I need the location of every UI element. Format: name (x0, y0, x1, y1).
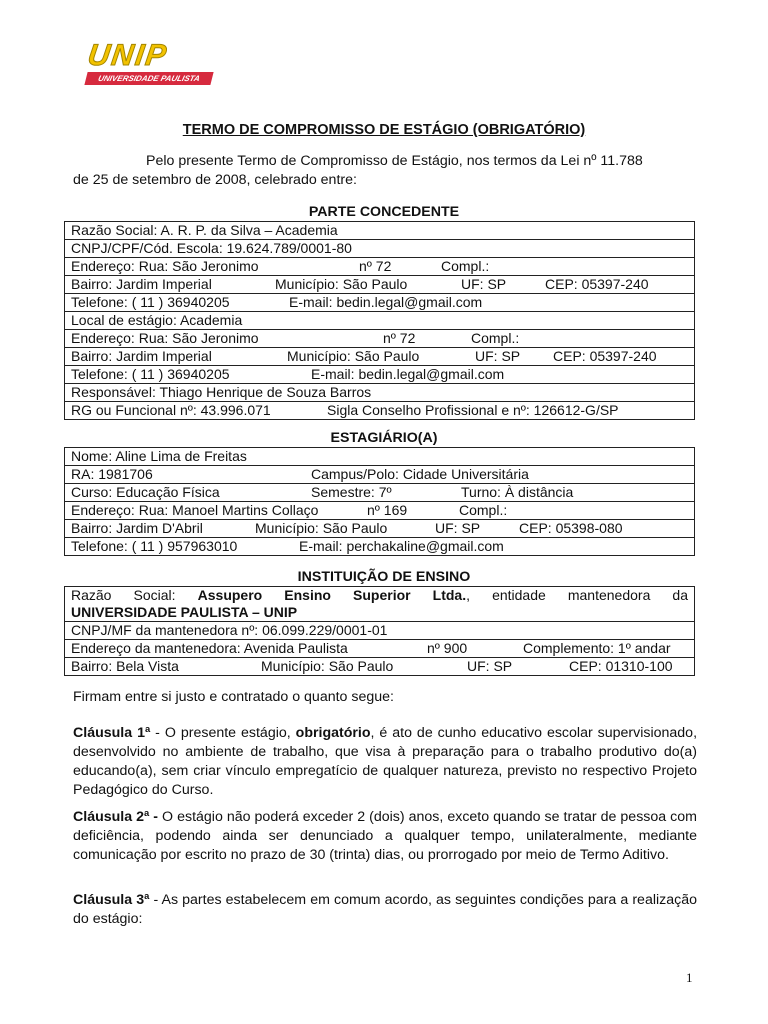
concedente-table (64, 221, 695, 420)
concedente-heading: PARTE CONCEDENTE (308, 204, 460, 220)
local-numero: nº 72 (383, 330, 416, 346)
concedente-cnpj-row (65, 239, 694, 257)
estagiario-nome-row (65, 448, 694, 465)
concedente-endereco: Endereço: Rua: São Jeronimo (71, 258, 259, 274)
logo-subtitle: UNIVERSIDADE PAULISTA (84, 72, 213, 85)
concedente-razao-row (65, 222, 694, 239)
rg-row (65, 401, 694, 419)
estagiario-curso: Curso: Educação Física (71, 484, 220, 500)
clausula-1 (73, 724, 697, 800)
estagiario-email: E-mail: perchakaline@gmail.com (299, 538, 504, 554)
clausula-2 (73, 808, 697, 865)
concedente-cep: CEP: 05397-240 (545, 276, 649, 292)
instituicao-razao-name: Assupero Ensino Superior Ltda. (197, 587, 467, 603)
instituicao-complemento: Complemento: 1º andar (523, 640, 671, 656)
local-uf: UF: SP (475, 348, 521, 364)
concedente-local: Local de estágio: Academia (71, 312, 243, 328)
responsavel: Responsável: Thiago Henrique de Souza Barros (71, 384, 372, 400)
local-telefone: Telefone: ( 11 ) 36940205 (71, 366, 230, 382)
concedente-razao: Razão Social: A. R. P. da Silva – Academia (71, 222, 338, 238)
concedente-local-row (65, 311, 694, 329)
estagiario-table (64, 447, 695, 556)
intro-line-2: de 25 de setembro de 2008, celebrado entre: (73, 172, 357, 188)
estagiario-bairro-row (65, 519, 694, 537)
concedente-email: E-mail: bedin.legal@gmail.com (289, 294, 483, 310)
estagiario-endereco: Endereço: Rua: Manoel Martins Collaço (71, 502, 319, 518)
concedente-bairro-row (65, 275, 694, 293)
estagiario-nome: Nome: Aline Lima de Freitas (71, 448, 247, 464)
local-municipio: Município: São Paulo (287, 348, 420, 364)
instituicao-uf: UF: SP (467, 658, 513, 674)
concedente-telefone: Telefone: ( 11 ) 36940205 (71, 294, 230, 310)
estagiario-curso-row (65, 483, 694, 501)
intro-line-1: Pelo presente Termo de Compromisso de Estágio, nos termos da Lei nº 11.788 (146, 153, 643, 169)
clausula-1-text-b: , é ato de cunho educativo escolar supervisionado, desenvolvido no ambiente de trabalho, que visa à preparação para o trabalho produtivo do(a) educando(a), sem criar vínculo empregatício de qualquer natureza, previsto no respectivo Projeto Pedagógico do Curso. (73, 725, 698, 798)
estagiario-campus: Campus/Polo: Cidade Universitária (311, 466, 529, 482)
instituicao-cnpj: CNPJ/MF da mantenedora nº: 06.099.229/0001-01 (71, 622, 388, 638)
estagiario-numero: nº 169 (367, 502, 408, 518)
rg-funcional: RG ou Funcional nº: 43.996.071 (71, 402, 271, 418)
clausula-3-text: - As partes estabelecem em comum acordo, as seguintes condições para a realização do estágio: (73, 892, 698, 927)
conselho-profissional: Sigla Conselho Profissional e nº: 126612-G/SP (327, 402, 619, 418)
local-email: E-mail: bedin.legal@gmail.com (311, 366, 505, 382)
instituicao-razao-rest: , entidade mantenedora da (466, 587, 688, 603)
instituicao-endereco-row (65, 639, 694, 657)
clausula-1-text-a: - O presente estágio, (150, 725, 296, 741)
instituicao-endereco: Endereço da mantenedora: Avenida Paulista (71, 640, 348, 656)
instituicao-numero: nº 900 (427, 640, 468, 656)
local-cep: CEP: 05397-240 (553, 348, 657, 364)
instituicao-cep: CEP: 01310-100 (569, 658, 673, 674)
clausula-2-text: O estágio não poderá exceder 2 (dois) anos, exceto quando se tratar de pessoa com deficiência, podendo ainda ser denunciado a qualquer tempo, unilateralmente, mediante comunicação por escrito no prazo de 30 (trinta) dias, ou prorrogado por meio de Termo Aditivo. (73, 809, 697, 863)
clausula-1-bold: obrigatório (295, 725, 371, 741)
concedente-municipio: Município: São Paulo (275, 276, 408, 292)
instituicao-razao-line-2: UNIVERSIDADE PAULISTA – UNIP (71, 604, 298, 620)
clausula-2-label: Cláusula 2ª - (73, 809, 159, 825)
instituicao-bairro: Bairro: Bela Vista (71, 658, 179, 674)
instituicao-heading: INSTITUIÇÃO DE ENSINO (297, 569, 471, 585)
concedente-endereco-row (65, 257, 694, 275)
local-compl: Compl.: (471, 330, 520, 346)
estagiario-compl: Compl.: (459, 502, 508, 518)
instituicao-bairro-row (65, 657, 694, 675)
estagiario-semestre: Semestre: 7º (311, 484, 392, 500)
intro-paragraph (73, 152, 697, 190)
instituicao-cnpj-row (65, 621, 694, 639)
concedente-compl: Compl.: (441, 258, 490, 274)
estagiario-municipio: Município: São Paulo (255, 520, 388, 536)
estagiario-ra: RA: 1981706 (71, 466, 153, 482)
concedente-numero: nº 72 (359, 258, 392, 274)
concedente-bairro: Bairro: Jardim Imperial (71, 276, 212, 292)
clausula-1-label: Cláusula 1ª (73, 725, 151, 741)
unip-logo (80, 39, 215, 88)
instituicao-municipio: Município: São Paulo (261, 658, 394, 674)
clausula-3 (73, 891, 697, 929)
logo-wordmark: UNIP (85, 39, 171, 72)
estagiario-endereco-row (65, 501, 694, 519)
document-title: TERMO DE COMPROMISSO DE ESTÁGIO (OBRIGATÓRIO) (182, 122, 586, 138)
instituicao-razao-line-1 (71, 587, 688, 604)
local-telefone-row (65, 365, 694, 383)
page-number: 1 (686, 970, 693, 985)
estagiario-heading: ESTAGIÁRIO(A) (330, 430, 438, 446)
estagiario-telefone-row (65, 537, 694, 555)
concedente-cnpj: CNPJ/CPF/Cód. Escola: 19.624.789/0001-80 (71, 240, 352, 256)
local-endereco: Endereço: Rua: São Jeronimo (71, 330, 259, 346)
concedente-uf: UF: SP (461, 276, 507, 292)
concedente-telefone-row (65, 293, 694, 311)
estagiario-telefone: Telefone: ( 11 ) 957963010 (71, 538, 238, 554)
estagiario-bairro: Bairro: Jardim D'Abril (71, 520, 203, 536)
clausula-3-label: Cláusula 3ª (73, 892, 150, 908)
instituicao-razao-label: Razão Social: (71, 587, 198, 603)
estagiario-turno: Turno: À distância (461, 484, 574, 500)
local-bairro-row (65, 347, 694, 365)
local-bairro: Bairro: Jardim Imperial (71, 348, 212, 364)
estagiario-uf: UF: SP (435, 520, 481, 536)
firmam-text: Firmam entre si justo e contratado o quanto segue: (73, 689, 394, 705)
estagiario-cep: CEP: 05398-080 (519, 520, 623, 536)
estagiario-ra-row (65, 465, 694, 483)
responsavel-row (65, 383, 694, 401)
local-endereco-row (65, 329, 694, 347)
instituicao-razao-block (65, 587, 694, 621)
instituicao-table (64, 586, 695, 676)
